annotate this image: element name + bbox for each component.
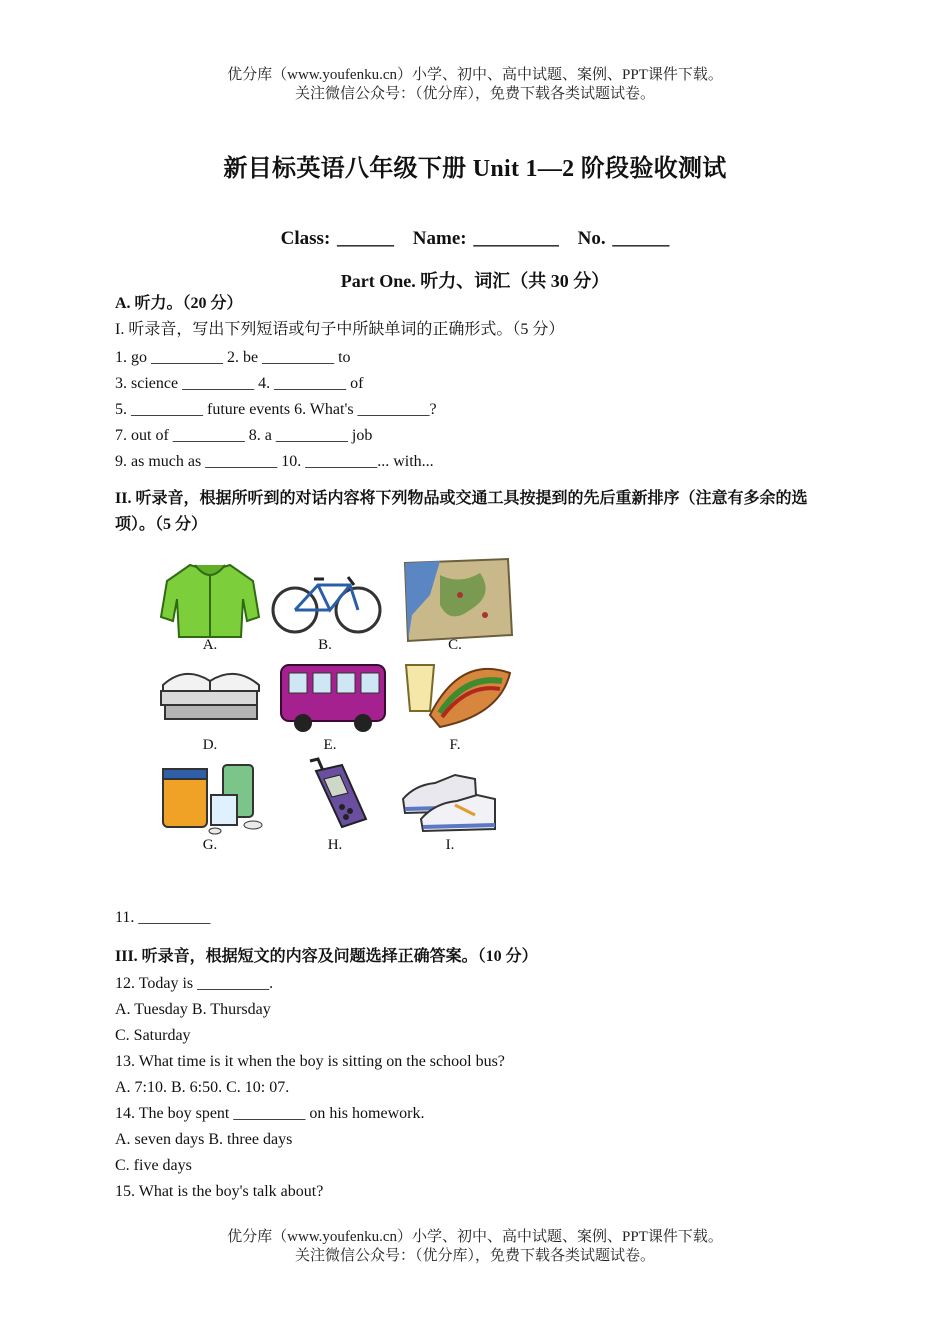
student-info-line bbox=[0, 228, 950, 250]
medicine-icon bbox=[155, 755, 270, 840]
picture-label: C. bbox=[448, 637, 462, 653]
picture-label: F. bbox=[449, 737, 461, 753]
q3-item: C. Saturday bbox=[115, 1027, 191, 1044]
name-field: Name: _________ bbox=[412, 228, 559, 249]
q3-instruction: III. 听录音，根据短文的内容及问题选择正确答案。（10 分） bbox=[115, 948, 538, 965]
picture-label: I. bbox=[445, 837, 455, 853]
footer-line-2: 关注微信公众号：（优分库），免费下载各类试题试卷。 bbox=[294, 1248, 655, 1264]
q1-item: 5. _________ future events 6. What's _________? bbox=[115, 401, 437, 418]
picture-f bbox=[395, 655, 515, 755]
q1-item: 3. science _________ 4. _________ of bbox=[115, 375, 364, 392]
part-one-heading: Part One. 听力、词汇（共 30 分） bbox=[340, 271, 610, 291]
q3-item: 12. Today is _________. bbox=[115, 975, 274, 992]
picture-label: G. bbox=[202, 837, 218, 853]
picture-g bbox=[150, 755, 270, 855]
section-a-heading: A. 听力。（20 分） bbox=[115, 295, 243, 312]
picture-d bbox=[150, 655, 270, 755]
picture-grid bbox=[150, 555, 530, 860]
page-title: 新目标英语八年级下册 Unit 1—2 阶段验收测试 bbox=[223, 156, 727, 182]
map-icon bbox=[400, 555, 515, 645]
bicycle-icon bbox=[270, 555, 385, 645]
class-field: Class: ______ bbox=[280, 228, 395, 249]
picture-label: E. bbox=[323, 737, 337, 753]
number-field: No. ______ bbox=[577, 228, 670, 249]
sneakers-icon bbox=[395, 755, 505, 840]
bus-icon bbox=[275, 655, 390, 740]
picture-i bbox=[390, 755, 510, 855]
picture-label: D. bbox=[202, 737, 218, 753]
header-line-2: 关注微信公众号：（优分库），免费下载各类试题试卷。 bbox=[294, 86, 655, 102]
picture-c bbox=[395, 555, 515, 655]
q3-item: A. seven days B. three days bbox=[115, 1131, 293, 1148]
q3-item: 13. What time is it when the boy is sitting on the school bus? bbox=[115, 1053, 505, 1070]
q2-instruction: II. 听录音，根据所听到的对话内容将下列物品或交通工具按提到的先后重新排序（注意有多余的选项）。（5 分） bbox=[115, 490, 808, 533]
q3-item: 15. What is the boy's talk about? bbox=[115, 1183, 324, 1200]
q1-item: 1. go _________ 2. be _________ to bbox=[115, 349, 351, 366]
q3-item: C. five days bbox=[115, 1157, 192, 1174]
footer-line-1: 优分库（www.youfenku.cn）小学、初中、高中试题、案例、PPT课件下载。 bbox=[227, 1229, 723, 1245]
picture-label: H. bbox=[327, 837, 343, 853]
q11-item: 11. _________ bbox=[115, 909, 211, 926]
cellphone-icon bbox=[280, 755, 390, 840]
header-line-1: 优分库（www.youfenku.cn）小学、初中、高中试题、案例、PPT课件下载。 bbox=[227, 67, 723, 83]
picture-h bbox=[275, 755, 395, 855]
q3-item: A. 7:10. B. 6:50. C. 10: 07. bbox=[115, 1079, 290, 1096]
page-header bbox=[0, 66, 950, 104]
picture-b bbox=[265, 555, 385, 655]
picture-label: B. bbox=[318, 637, 332, 653]
jacket-icon bbox=[155, 555, 265, 645]
picture-a bbox=[150, 555, 270, 655]
hotdog-drink-icon bbox=[400, 655, 515, 740]
picture-label: A. bbox=[202, 637, 218, 653]
q3-item: 14. The boy spent _________ on his homework. bbox=[115, 1105, 425, 1122]
page-footer bbox=[0, 1228, 950, 1266]
q1-item: 7. out of _________ 8. a _________ job bbox=[115, 427, 373, 444]
picture-e bbox=[270, 655, 390, 755]
q3-item: A. Tuesday B. Thursday bbox=[115, 1001, 271, 1018]
q1-item: 9. as much as _________ 10. _________... with... bbox=[115, 453, 434, 470]
books-icon bbox=[155, 655, 265, 740]
q1-instruction: I. 听录音，写出下列短语或句子中所缺单词的正确形式。（5 分） bbox=[115, 321, 565, 338]
